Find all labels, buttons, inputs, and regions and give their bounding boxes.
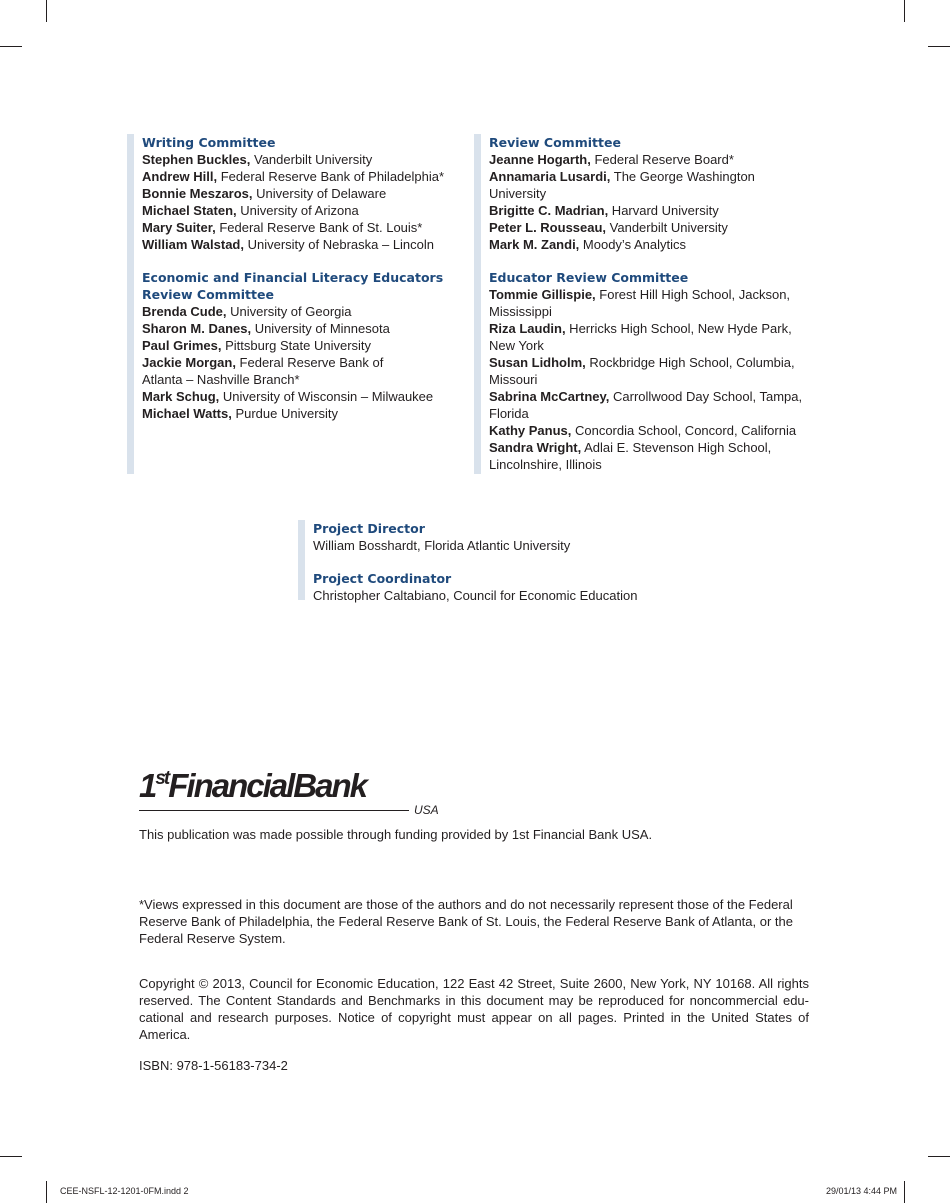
crop-mark bbox=[0, 1156, 22, 1157]
member-row-continued: New York bbox=[489, 338, 544, 353]
member-row-continued: Atlanta – Nashville Branch* bbox=[142, 372, 300, 387]
member-row: Paul Grimes, Pittsburg State University bbox=[142, 338, 372, 353]
copyright-notice: Copyright © 2013, Council for Economic Education, 122 East 42 Street, Suite 2600, New York, NY 10168. All rights reserved. The Content Standards and Benchmarks in this document may be reproduced for noncommercial edu-cational and research purposes. Notice of copyright must appear on all pages. Printed in the United States of America. bbox=[139, 976, 809, 1042]
crop-mark bbox=[904, 1181, 905, 1203]
member-row-continued: Florida bbox=[489, 406, 529, 421]
member-row: Tommie Gillispie, Forest Hill High School, Jackson, bbox=[489, 287, 791, 302]
accent-bar bbox=[127, 134, 134, 474]
crop-mark bbox=[46, 0, 47, 22]
logo-wordmark: 1stFinancialBank bbox=[139, 767, 366, 804]
member-row: Annamaria Lusardi, The George Washington bbox=[489, 169, 755, 184]
member-row: Mark Schug, University of Wisconsin – Milwaukee bbox=[142, 389, 434, 404]
member-row: Jackie Morgan, Federal Reserve Bank of bbox=[142, 355, 384, 370]
member-row: Mark M. Zandi, Moody’s Analytics bbox=[489, 237, 686, 252]
member-row-continued: Mississippi bbox=[489, 304, 552, 319]
slug-timestamp: 29/01/13 4:44 PM bbox=[826, 1186, 898, 1196]
crop-mark bbox=[0, 46, 22, 47]
member-row: Sandra Wright, Adlai E. Stevenson High School, bbox=[489, 440, 772, 455]
crop-mark bbox=[46, 1181, 47, 1203]
member-row: Brenda Cude, University of Georgia bbox=[142, 304, 352, 319]
project-staff-block bbox=[298, 520, 693, 603]
project-coordinator-title: Project Coordinator bbox=[313, 571, 452, 586]
crop-mark bbox=[928, 1156, 950, 1157]
project-director-title: Project Director bbox=[313, 521, 425, 536]
funding-statement: This publication was made possible through funding provided by 1st Financial Bank USA. bbox=[139, 827, 653, 842]
member-row: Mary Suiter, Federal Reserve Bank of St. Louis* bbox=[142, 220, 423, 235]
review-committee-title: Review Committee bbox=[489, 135, 621, 150]
right-committee-column bbox=[474, 134, 819, 474]
sponsor-logo bbox=[139, 766, 443, 816]
member-row: Michael Watts, Purdue University bbox=[142, 406, 339, 421]
member-row: Brigitte C. Madrian, Harvard University bbox=[489, 203, 719, 218]
member-row: Sabrina McCartney, Carrollwood Day School, Tampa, bbox=[489, 389, 803, 404]
writing-committee-title: Writing Committee bbox=[142, 135, 276, 150]
member-row: Kathy Panus, Concordia School, Concord, California bbox=[489, 423, 797, 438]
member-row: Andrew Hill, Federal Reserve Bank of Philadelphia* bbox=[142, 169, 445, 184]
logo-rule bbox=[139, 810, 409, 811]
member-row-continued: University bbox=[489, 186, 547, 201]
member-row: Michael Staten, University of Arizona bbox=[142, 203, 359, 218]
member-row: Riza Laudin, Herricks High School, New Hyde Park, bbox=[489, 321, 792, 336]
isbn: ISBN: 978-1-56183-734-2 bbox=[139, 1058, 288, 1073]
left-committee-column bbox=[127, 134, 452, 474]
member-row: Susan Lidholm, Rockbridge High School, Columbia, bbox=[489, 355, 795, 370]
member-row: Peter L. Rousseau, Vanderbilt University bbox=[489, 220, 728, 235]
crop-mark bbox=[928, 46, 950, 47]
member-row-continued: Lincolnshire, Illinois bbox=[489, 457, 602, 472]
project-director-name: William Bosshardt, Florida Atlantic University bbox=[313, 538, 571, 553]
member-row: Jeanne Hogarth, Federal Reserve Board* bbox=[489, 152, 734, 167]
member-row: Stephen Buckles, Vanderbilt University bbox=[142, 152, 373, 167]
accent-bar bbox=[474, 134, 481, 474]
disclaimer: *Views expressed in this document are those of the authors and do not necessarily represent those of the Federal Reserve Bank of Philadelphia, the Federal Reserve Bank of St. Louis, the Federal Reserve Bank of Atlanta, or the Federal Reserve System. bbox=[139, 897, 793, 946]
logo-suffix: USA bbox=[414, 803, 439, 817]
member-row: William Walstad, University of Nebraska – Lincoln bbox=[142, 237, 435, 252]
slug-filename: CEE-NSFL-12-1201-0FM.indd 2 bbox=[60, 1186, 189, 1196]
educators-committee-title: Economic and Financial Literacy Educators bbox=[142, 270, 444, 285]
accent-bar bbox=[298, 520, 305, 600]
project-coordinator-name: Christopher Caltabiano, Council for Economic Education bbox=[313, 588, 638, 603]
educator-review-committee-title: Educator Review Committee bbox=[489, 270, 689, 285]
crop-mark bbox=[904, 0, 905, 22]
member-row: Bonnie Meszaros, University of Delaware bbox=[142, 186, 387, 201]
member-row-continued: Missouri bbox=[489, 372, 538, 387]
member-row: Sharon M. Danes, University of Minnesota bbox=[142, 321, 390, 336]
educators-committee-title: Review Committee bbox=[142, 287, 274, 302]
